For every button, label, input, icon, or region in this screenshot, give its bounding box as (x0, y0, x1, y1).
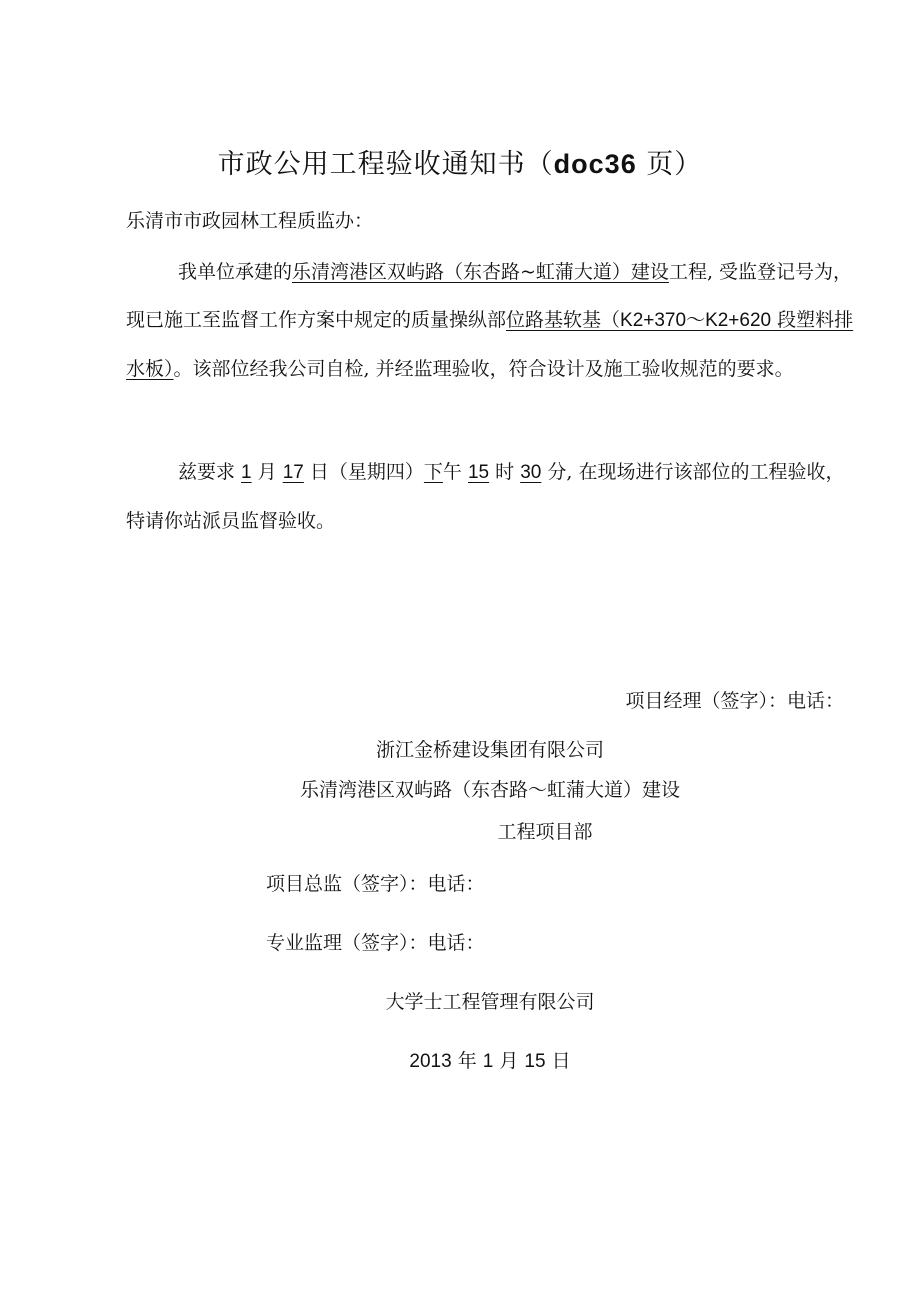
para1-text-3: 。该部位经我公司自检, 并经监理验收，符合设计及施工验收规范的要求。 (173, 358, 794, 380)
date-year-unit: 年 (451, 1050, 483, 1072)
date-year: 2013 (409, 1051, 452, 1072)
contractor-company: 浙江金桥建设集团有限公司 (375, 739, 604, 761)
para2-text-4: 午 (442, 461, 468, 483)
date-month-unit: 月 (493, 1050, 525, 1072)
body-paragraph-1 (126, 248, 861, 393)
title-text: 市政公用工程验收通知书（ (217, 149, 554, 180)
title-suffix: 页） (636, 149, 703, 180)
addressee: 乐清市市政园林工程质监办： (126, 210, 374, 232)
para2-text-5: 时 (489, 461, 521, 483)
project-department-line-1: 乐清湾港区双屿路（东杏路～虹蒲大道）建设 (299, 779, 680, 801)
project-department-line-2: 工程项目部 (497, 821, 593, 843)
supervision-company: 大学士工程管理有限公司 (385, 991, 595, 1013)
specialist-supervisor-signature-line: 专业监理（签字）：电话： (266, 932, 485, 954)
project-name: 乐清湾港区双屿路（东杏路~虹蒲大道）建设 (292, 261, 669, 283)
inspection-part-a: 位路基软基（ (506, 309, 621, 331)
inspection-hour: 15 (467, 462, 490, 483)
para1-text-2: 工程, 受监登记号为，现已施工至监督工作方案中规定的质量操纵部 (126, 261, 853, 331)
para2-text-1: 兹要求 (178, 461, 242, 483)
date-day: 15 (524, 1051, 546, 1072)
inspection-part-c: 段塑料排水板） (126, 309, 854, 380)
chief-supervisor-signature-line: 项目总监（签字）：电话： (266, 873, 485, 895)
para1-text-1: 我单位承建的 (178, 261, 293, 283)
para2-text-6: 分, 在现场进行该部位的工程验收，特请你站派员监督验收。 (126, 461, 845, 532)
document-date (0, 1046, 920, 1073)
inspection-period: 下 (423, 461, 443, 483)
date-month: 1 (482, 1051, 494, 1072)
inspection-month: 1 (241, 462, 252, 483)
body-paragraph-2 (126, 448, 861, 545)
title-doc-id: doc36 (553, 149, 637, 179)
para2-text-3: 日（星期四） (303, 461, 424, 483)
inspection-part-chainage: K2+370～K2+620 (620, 310, 772, 331)
document-title (0, 142, 920, 181)
para2-text-2: 月 (251, 461, 283, 483)
project-manager-signature-line: 项目经理（签字）：电话： (625, 690, 844, 712)
date-day-unit: 日 (545, 1050, 571, 1072)
inspection-minute: 30 (520, 462, 542, 483)
inspection-day: 17 (282, 462, 304, 483)
